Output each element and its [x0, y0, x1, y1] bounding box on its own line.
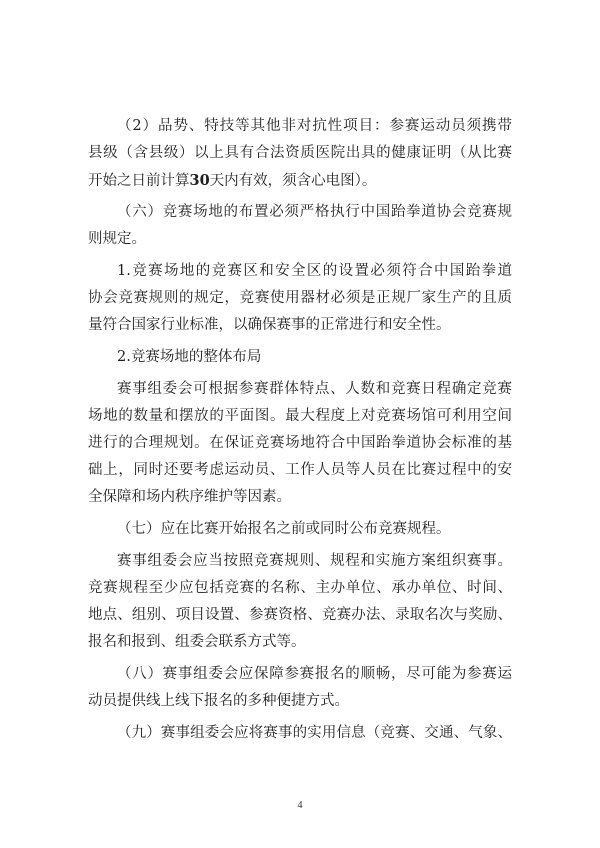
paragraph [88, 113, 512, 194]
paragraph [88, 720, 512, 747]
paragraph [88, 376, 512, 511]
text-line: 报名和报到、组委会联系方式等。 [88, 634, 306, 650]
paragraph [88, 548, 512, 656]
text-line: 动员提供线上线下报名的多种便捷方式。 [88, 693, 349, 709]
text-line: 竞赛规程至少应包括竞赛的名称、主办单位、承办单位、时间、 [88, 580, 512, 596]
paragraph [88, 199, 512, 253]
text-line: 赛事组委会应当按照竞赛规则、规程和实施方案组织赛事。 [117, 553, 512, 569]
paragraph [88, 661, 512, 715]
text-line: 量符合国家行业标准，以确保赛事的正常进行和安全性。 [88, 317, 451, 333]
text-line: 县级（含县级）以上具有合法资质医院出具的健康证明（从比赛 [88, 145, 512, 161]
paragraph [88, 258, 512, 339]
text-line: 赛事组委会可根据参赛群体特点、人数和竞赛日程确定竞赛 [117, 381, 512, 397]
text-line: 2.竞赛场地的整体布局 [117, 349, 262, 365]
body-text [88, 113, 512, 752]
text-span: 天内有效，须含心电图）。 [209, 173, 377, 189]
text-line: 场地的数量和摆放的平面图。最大程度上对竞赛场馆可利用空间 [88, 408, 512, 424]
text-line: 进行的合理规划。在保证竞赛场地符合中国跆拳道协会标准的基 [88, 435, 512, 451]
text-span: 开始之日前计算 [88, 173, 190, 189]
page-number: 4 [297, 800, 303, 811]
text-line: 协会竞赛规则的规定，竞赛使用器材必须是正规厂家生产的且质 [88, 290, 512, 306]
text-line: 1.竞赛场地的竞赛区和安全区的设置必须符合中国跆拳道 [117, 263, 512, 279]
text-line: 则规定。 [88, 231, 146, 247]
paragraph [88, 344, 512, 371]
text-line: （七）应在比赛开始报名之前或同时公布竞赛规程。 [117, 521, 451, 537]
paragraph [88, 516, 512, 543]
text-line: 地点、组别、项目设置、参赛资格、竞赛办法、录取名次与奖励、 [88, 607, 512, 623]
emphasized-number: 30 [189, 172, 210, 189]
text-line: （八）赛事组委会应保障参赛报名的顺畅，尽可能为参赛运 [117, 666, 512, 682]
text-line: 全保障和场内秩序维护等因素。 [88, 489, 291, 505]
text-line: （2）品势、特技等其他非对抗性项目：参赛运动员须携带 [117, 118, 512, 134]
text-line: （六）竞赛场地的布置必须严格执行中国跆拳道协会竞赛规 [117, 204, 512, 220]
text-line: （九）赛事组委会应将赛事的实用信息（竞赛、交通、气象、 [117, 725, 512, 741]
text-line: 础上，同时还要考虑运动员、工作人员等人员在比赛过程中的安 [88, 462, 512, 478]
text-line [88, 167, 512, 194]
